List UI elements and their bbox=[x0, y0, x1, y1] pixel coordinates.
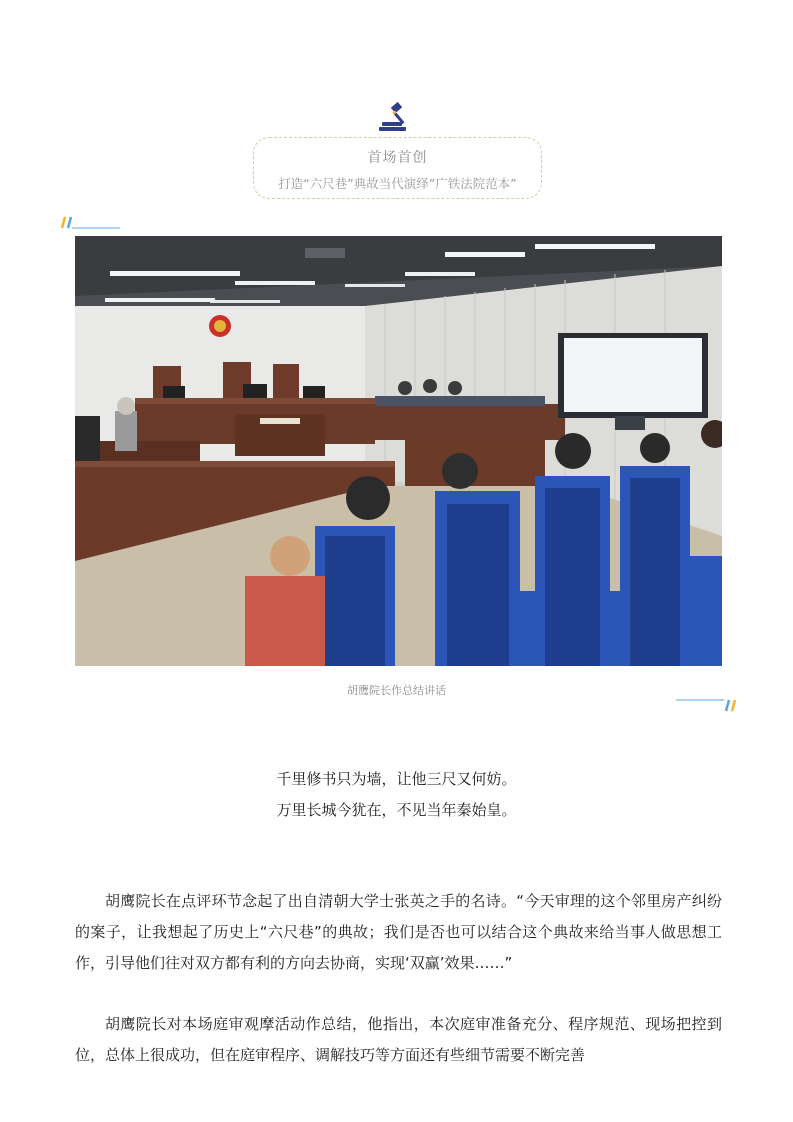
courtroom-photo bbox=[75, 236, 722, 666]
photo-caption: 胡鹰院长作总结讲话 bbox=[347, 684, 446, 697]
section-header bbox=[253, 137, 542, 199]
paragraph-2: 胡鹰院长对本场庭审观摩活动作总结，他指出，本次庭审准备充分、程序规范、现场把控到位，总体上很成功，但在庭审程序、调解技巧等方面还有些细节需要不断完善 bbox=[75, 1015, 722, 1064]
paragraph-1: 胡鹰院长在点评环节念起了出自清朝大学士张英之手的名诗。“今天审理的这个邻里房产纠纷的案子，让我想起了历史上“六尺巷”的典故；我们是否也可以结合这个典故来给当事人做思想工作，引导他们往对双方都有利的方向去协商，实现‘双赢’效果……” bbox=[75, 892, 722, 972]
section-subtitle: 打造“六尺巷”典故当代演绎”广铁法院范本” bbox=[278, 176, 517, 191]
poem-line-2: 万里长城今犹在，不见当年秦始皇。 bbox=[276, 801, 517, 819]
decorative-divider-right bbox=[676, 697, 738, 713]
poem-line-1: 千里修书只为墙，让他三尺又何妨。 bbox=[276, 770, 517, 788]
section-title: 首场首创 bbox=[367, 150, 428, 166]
poem bbox=[0, 764, 793, 826]
decorative-divider-left bbox=[60, 214, 122, 230]
courtroom-illustration bbox=[75, 236, 722, 666]
gavel-icon bbox=[379, 102, 415, 132]
